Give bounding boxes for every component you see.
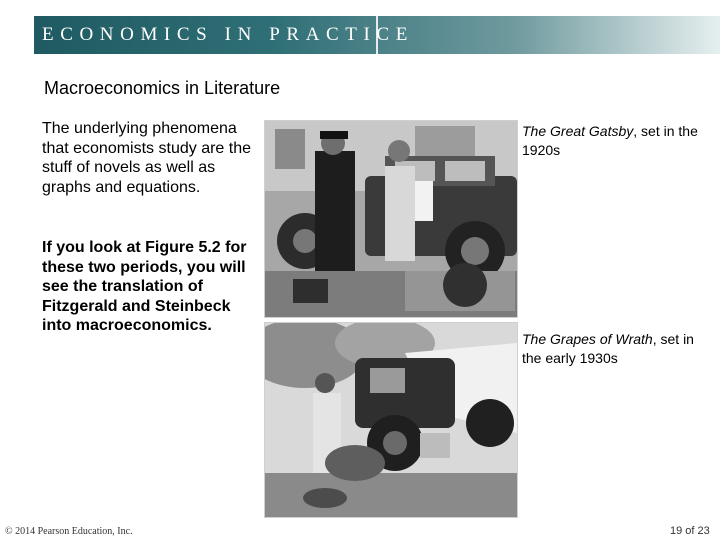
photo-1920s-chauffeur-car-icon xyxy=(265,121,517,317)
slide-subtitle: Macroeconomics in Literature xyxy=(44,78,281,98)
great-gatsby-caption-rest: , set in the 1920s xyxy=(522,123,698,158)
photo-1930s-migrant-car-icon xyxy=(265,323,517,517)
grapes-of-wrath-photo xyxy=(264,322,518,518)
page-counter xyxy=(670,525,710,537)
copyright-footer: © 2014 Pearson Education, Inc. xyxy=(5,526,133,537)
grapes-of-wrath-caption-title: The Grapes of Wrath xyxy=(522,331,653,347)
banner-title: ECONOMICS IN PRACTICE xyxy=(42,24,414,45)
great-gatsby-caption-title: The Great Gatsby xyxy=(522,123,634,139)
great-gatsby-photo xyxy=(264,120,518,318)
page-total: 23 xyxy=(697,525,710,537)
grapes-of-wrath-caption xyxy=(522,330,712,368)
intro-paragraph: The underlying phenomena that economists study are the stuff of novels as well as graphs and equations. xyxy=(42,120,251,196)
great-gatsby-caption xyxy=(522,122,712,160)
page-current: 19 xyxy=(670,525,683,537)
figure-reference-paragraph: If you look at Figure 5.2 for these two periods, you will see the translation of Fitzgerald and Steinbeck into macroeconomics. xyxy=(42,239,247,334)
grapes-of-wrath-caption-rest: , set in the early 1930s xyxy=(522,331,694,366)
page-separator: of xyxy=(682,525,698,537)
